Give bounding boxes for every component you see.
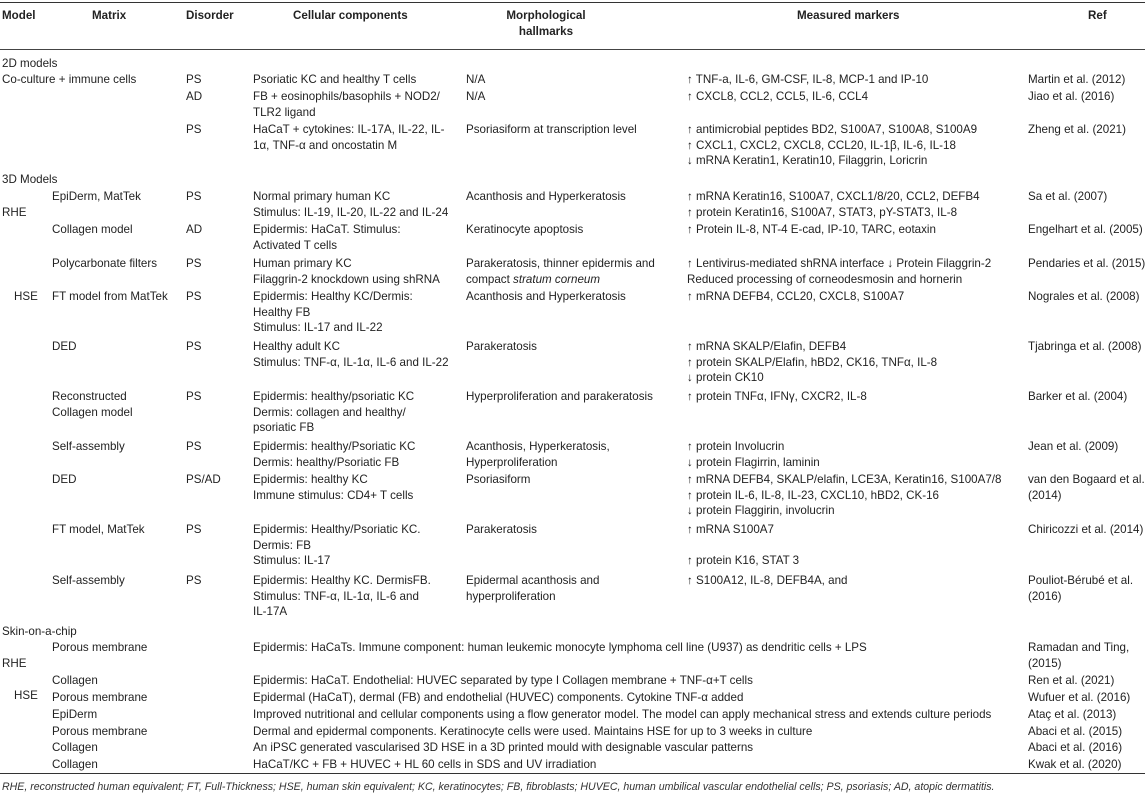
row3d-matrix	[52, 289, 168, 305]
soc-matrix-line: Porous membrane	[52, 641, 148, 654]
row3d-ref	[1028, 573, 1133, 604]
row3d-disorder-line: PS/AD	[186, 473, 221, 486]
soc-ref-line: Ren et al. (2021)	[1028, 674, 1115, 687]
header-morph-line1: Morphological	[506, 9, 586, 22]
row3d-cellular-line: IL-17A	[253, 605, 288, 618]
row3d-morphology-line: Parakeratosis	[466, 523, 537, 536]
row2d-cellular-line: FB + eosinophils/basophils + NOD2/	[253, 90, 440, 103]
soc-ref-line: Abaci et al. (2016)	[1028, 741, 1123, 754]
soc-matrix	[52, 707, 97, 723]
row3d-cellular-line: Epidermis: healthy/Psoriatic KC	[253, 440, 416, 453]
row3d-matrix-line: Self-assembly	[52, 574, 125, 587]
soc-description	[253, 707, 991, 723]
row3d-cellular-line: Healthy adult KC	[253, 340, 340, 353]
row3d-morphology	[466, 256, 655, 287]
row3d-measured	[687, 522, 799, 569]
row3d-measured-line: ↑ Lentivirus-mediated shRNA interface ↓ Protein Filaggrin-2	[687, 257, 992, 270]
soc-description-line: Epidermis: HaCaTs. Immune component: human leukemic monocyte lymphoma cell line (U937) as dendritic cells + LPS	[253, 641, 867, 654]
row2d-morphology	[466, 89, 485, 105]
section-2d-models: 2D models	[2, 57, 58, 70]
row3d-disorder-line: PS	[186, 257, 202, 270]
row3d-disorder	[186, 472, 221, 488]
row3d-disorder	[186, 222, 202, 238]
row3d-disorder	[186, 256, 201, 272]
soc-matrix-line: Collagen	[52, 741, 98, 754]
row3d-cellular	[253, 439, 415, 470]
row2d-measured	[687, 72, 928, 88]
row3d-disorder-line: PS	[186, 440, 202, 453]
row3d-cellular-line: Stimulus: IL-17 and IL-22	[253, 321, 383, 334]
row3d-morphology	[466, 439, 610, 470]
row3d-measured-line: ↑ mRNA Keratin16, S100A7, CXCL1/8/20, CCL2, DEFB4	[687, 190, 980, 203]
row3d-ref-line: Chiricozzi et al. (2014)	[1028, 523, 1144, 536]
row3d-ref	[1028, 289, 1140, 305]
row3d-morphology-line: Parakeratosis, thinner epidermis and	[466, 257, 655, 270]
soc-matrix	[52, 673, 98, 689]
row3d-morphology-line: Acanthosis and Hyperkeratosis	[466, 190, 626, 203]
row2d-disorder-line: AD	[186, 90, 203, 103]
row2d-disorder-line: PS	[186, 73, 202, 86]
row3d-matrix	[52, 522, 145, 538]
row2d-ref	[1028, 122, 1126, 138]
row2d-cellular	[253, 122, 445, 153]
row3d-cellular-line: Epidermis: Healthy KC/Dermis:	[253, 290, 413, 303]
row3d-matrix-line: FT model, MatTek	[52, 523, 145, 536]
footnote: RHE, reconstructed human equivalent; FT, Full-Thickness; HSE, human skin equivalent; KC, keratinocytes; FB, fibroblasts; HUVEC, human umbilical vascular endothelial cells; PS, psoriasis; AD, atopic dermatitis.	[2, 781, 995, 793]
row3d-cellular-line: Dermis: FB	[253, 538, 311, 552]
soc-matrix	[52, 640, 147, 656]
row3d-measured	[687, 472, 1001, 519]
row3d-disorder-line: PS	[186, 290, 202, 303]
row3d-measured-line: ↑ protein Involucrin	[687, 440, 785, 453]
row3d-matrix	[52, 472, 76, 488]
row3d-morphology-line: Acanthosis and Hyperkeratosis	[466, 290, 626, 303]
row3d-cellular-line: Epidermis: healthy/psoriatic KC	[253, 390, 415, 403]
row2d-ref-line: Jiao et al. (2016)	[1028, 90, 1115, 103]
soc-matrix	[52, 724, 147, 740]
row2d-matrix	[2, 72, 136, 88]
row3d-ref-line: Engelhart et al. (2005)	[1028, 223, 1143, 236]
row3d-measured-line: ↑ Protein IL-8, NT-4 E-cad, IP-10, TARC, eotaxin	[687, 223, 936, 236]
row3d-cellular-line: Epidermis: Healthy/Psoriatic KC.	[253, 523, 421, 536]
soc-matrix-line: Collagen	[52, 674, 98, 687]
row3d-cellular-line: Filaggrin-2 knockdown using shRNA	[253, 272, 440, 286]
row2d-matrix-line: Co-culture + immune cells	[2, 73, 137, 86]
row3d-ref-line: Jean et al. (2009)	[1028, 440, 1119, 453]
row3d-disorder-line: PS	[186, 390, 202, 403]
row3d-measured-line: ↑ protein IL-6, IL-8, IL-23, CXCL10, hBD2, CK-16	[687, 488, 939, 502]
soc-matrix-line: EpiDerm	[52, 708, 98, 721]
row3d-cellular	[253, 573, 431, 620]
row3d-measured-line: ↓ protein Flagirrin, laminin	[687, 455, 820, 469]
row3d-matrix	[52, 256, 157, 272]
row3d-measured-line: ↑ protein SKALP/Elafin, hBD2, CK16, TNFα, IL-8	[687, 355, 938, 369]
top-rule	[0, 2, 1145, 3]
row3d-morphology-line: Psoriasiform	[466, 473, 531, 486]
soc-description	[253, 740, 753, 756]
section-3d-models: 3D Models	[2, 173, 58, 186]
soc-description	[253, 673, 753, 689]
row3d-measured	[687, 339, 937, 386]
row3d-matrix	[52, 439, 125, 455]
soc-description-line: Epidermal (HaCaT), dermal (FB) and endothelial (HUVEC) components. Cytokine TNF-α added	[253, 691, 744, 704]
header-measured: Measured markers	[797, 9, 900, 22]
row3d-measured-line: ↓ protein Flaggirin, involucrin	[687, 504, 835, 517]
soc-ref-line: Ataç et al. (2013)	[1028, 708, 1117, 721]
header-model: Model	[2, 9, 36, 22]
model-label-rhe: RHE	[2, 206, 27, 219]
row3d-cellular	[253, 289, 413, 336]
header-matrix: Matrix	[92, 9, 127, 22]
row2d-ref	[1028, 89, 1114, 105]
row3d-morphology-line: Epidermal acanthosis and	[466, 574, 600, 587]
soc-matrix-line: Porous membrane	[52, 691, 148, 704]
row3d-matrix-line: EpiDerm, MatTek	[52, 190, 141, 203]
row3d-matrix	[52, 573, 125, 589]
row3d-cellular-line: Immune stimulus: CD4+ T cells	[253, 488, 414, 502]
row3d-morphology	[466, 189, 626, 205]
row3d-morphology-line: Keratinocyte apoptosis	[466, 223, 584, 236]
row3d-cellular-line: Activated T cells	[253, 238, 337, 252]
row3d-morphology	[466, 472, 530, 488]
row3d-measured	[687, 256, 991, 287]
soc-description-line: HaCaT/KC + FB + HUVEC + HL 60 cells in SDS and UV irradiation	[253, 758, 597, 771]
row3d-cellular	[253, 389, 414, 436]
row3d-matrix-line: Collagen model	[52, 223, 133, 236]
soc-description-line: Improved nutritional and cellular components using a flow generator model. The model can apply mechanical stress and extends culture periods	[253, 708, 992, 721]
row3d-measured-line: ↑ mRNA SKALP/Elafin, DEFB4	[687, 340, 847, 353]
row3d-measured	[687, 389, 867, 405]
soc-matrix-line: Porous membrane	[52, 725, 148, 738]
row3d-morphology-line: Acanthosis, Hyperkeratosis,	[466, 440, 610, 453]
soc-ref-line: (2015)	[1028, 656, 1062, 670]
row2d-cellular-line: 1α, TNF-α and oncostatin M	[253, 138, 398, 152]
soc-description-line: Epidermis: HaCaT. Endothelial: HUVEC separated by type I Collagen membrane + TNF-α+T cells	[253, 674, 753, 687]
row3d-ref-line: Sa et al. (2007)	[1028, 190, 1108, 203]
row3d-cellular	[253, 256, 440, 287]
row3d-ref-line: Pendaries et al. (2015)	[1028, 257, 1145, 270]
soc-description	[253, 724, 812, 740]
row2d-measured	[687, 89, 868, 105]
header-morph-line2: hallmarks	[518, 24, 574, 38]
row2d-cellular-line: Psoriatic KC and healthy T cells	[253, 73, 417, 86]
row3d-ref	[1028, 389, 1127, 405]
row2d-measured-line: ↑ TNF-a, IL-6, GM-CSF, IL-8, MCP-1 and IP-10	[687, 73, 929, 86]
row3d-morphology-line: Parakeratosis	[466, 340, 537, 353]
row3d-disorder	[186, 389, 201, 405]
row3d-cellular-line: Stimulus: TNF-α, IL-1α, IL-6 and IL-22	[253, 355, 449, 369]
row3d-ref	[1028, 222, 1143, 238]
row3d-measured-line: ↑ mRNA S100A7	[687, 523, 774, 536]
row3d-disorder-line: AD	[186, 223, 203, 236]
row2d-cellular-line: HaCaT + cytokines: IL-17A, IL-22, IL-	[253, 123, 445, 136]
model-label-rhe-soc: RHE	[2, 657, 27, 670]
row3d-ref-line: Nograles et al. (2008)	[1028, 290, 1140, 303]
section-skin-on-a-chip: Skin-on-a-chip	[2, 625, 77, 638]
row3d-matrix-line: FT model from MatTek	[52, 290, 168, 303]
row3d-ref-line: Barker et al. (2004)	[1028, 390, 1128, 403]
row3d-disorder	[186, 289, 201, 305]
soc-ref-line: Ramadan and Ting,	[1028, 641, 1130, 654]
soc-ref-line: Wufuer et al. (2016)	[1028, 691, 1131, 704]
soc-ref	[1028, 673, 1114, 689]
row2d-measured	[687, 122, 977, 169]
row3d-matrix-line: Reconstructed	[52, 390, 127, 403]
row3d-measured-line	[687, 538, 799, 554]
row3d-matrix-line: DED	[52, 340, 77, 353]
model-label-hse-soc: HSE	[14, 689, 38, 702]
row2d-cellular	[253, 72, 416, 88]
row3d-disorder	[186, 339, 201, 355]
row2d-measured-line: ↑ CXCL1, CXCL2, CXCL8, CCL20, IL-1β, IL-6, IL-18	[687, 138, 956, 152]
row3d-matrix-line: DED	[52, 473, 77, 486]
soc-description	[253, 757, 596, 773]
row3d-cellular	[253, 472, 413, 503]
row3d-measured	[687, 439, 820, 470]
row3d-morphology-line: Hyperproliferation	[466, 455, 558, 469]
soc-matrix	[52, 757, 98, 773]
row3d-morphology	[466, 339, 537, 355]
row3d-measured-line: ↑ mRNA DEFB4, SKALP/elafin, LCE3A, Keratin16, S100A7/8	[687, 473, 1002, 486]
row3d-cellular-line: Epidermis: healthy KC	[253, 473, 368, 486]
row2d-disorder	[186, 72, 201, 88]
soc-description	[253, 640, 867, 656]
row3d-ref	[1028, 472, 1145, 503]
row3d-disorder	[186, 439, 201, 455]
soc-ref	[1028, 690, 1130, 706]
soc-ref-line: Kwak et al. (2020)	[1028, 758, 1122, 771]
soc-description	[253, 690, 743, 706]
row3d-disorder-line: PS	[186, 190, 202, 203]
row2d-ref	[1028, 72, 1125, 88]
row3d-cellular-line: Stimulus: IL-19, IL-20, IL-22 and IL-24	[253, 205, 449, 219]
row3d-disorder	[186, 522, 201, 538]
row3d-cellular-line: Stimulus: IL-17	[253, 554, 331, 567]
row3d-morphology	[466, 289, 626, 305]
row3d-measured	[687, 189, 980, 220]
row3d-ref-line: van den Bogaard et al.	[1028, 473, 1145, 486]
row2d-cellular	[253, 89, 440, 120]
row3d-cellular	[253, 222, 401, 253]
row2d-morphology	[466, 72, 485, 88]
row3d-disorder-line: PS	[186, 523, 202, 536]
row2d-ref-line: Martin et al. (2012)	[1028, 73, 1126, 86]
soc-matrix	[52, 690, 147, 706]
row3d-cellular-line: Normal primary human KC	[253, 190, 391, 203]
row2d-disorder	[186, 89, 202, 105]
row2d-measured-line: ↓ mRNA Keratin1, Keratin10, Filaggrin, Loricrin	[687, 154, 928, 167]
row3d-matrix	[52, 389, 133, 420]
row3d-cellular-line: Human primary KC	[253, 257, 352, 270]
row2d-disorder-line: PS	[186, 123, 202, 136]
row3d-morphology	[466, 573, 599, 604]
row3d-cellular-line: Epidermis: HaCaT. Stimulus:	[253, 223, 401, 236]
row2d-measured-line: ↑ CXCL8, CCL2, CCL5, IL-6, CCL4	[687, 90, 869, 103]
row3d-ref-line: Pouliot-Bérubé et al.	[1028, 574, 1134, 587]
row3d-matrix-line: Collagen model	[52, 405, 133, 419]
row3d-matrix	[52, 339, 76, 355]
row3d-measured-line: ↑ protein Keratin16, S100A7, STAT3, pY-STAT3, IL-8	[687, 205, 958, 219]
soc-matrix	[52, 740, 98, 756]
row3d-cellular	[253, 189, 448, 220]
soc-description-line: An iPSC generated vascularised 3D HSE in a 3D printed mould with designable vascular patterns	[253, 741, 754, 754]
row3d-matrix-line: Self-assembly	[52, 440, 125, 453]
soc-ref	[1028, 757, 1121, 773]
row3d-ref-line: Tjabringa et al. (2008)	[1028, 340, 1142, 353]
header-disorder: Disorder	[186, 9, 234, 22]
row3d-morphology-line: Hyperproliferation and parakeratosis	[466, 390, 653, 403]
row2d-morphology-line: Psoriasiform at transcription level	[466, 123, 637, 136]
row3d-measured	[687, 573, 847, 589]
row3d-cellular-line: Dermis: healthy/Psoriatic FB	[253, 455, 400, 469]
row3d-disorder-line: PS	[186, 340, 202, 353]
row3d-measured-line: ↑ protein TNFα, IFNγ, CXCR2, IL-8	[687, 390, 867, 403]
soc-matrix-line: Collagen	[52, 758, 98, 771]
row3d-measured-line: Reduced processing of corneodesmosin and hornerin	[687, 272, 963, 286]
row3d-morphology-line: hyperproliferation	[466, 589, 556, 603]
row2d-cellular-line: TLR2 ligand	[253, 105, 316, 119]
row3d-ref-line: (2016)	[1028, 589, 1062, 603]
row3d-morphology	[466, 389, 653, 405]
row3d-disorder	[186, 573, 201, 589]
soc-description-line: Dermal and epidermal components. Keratinocyte cells were used. Maintains HSE for up to 3 weeks in culture	[253, 725, 813, 738]
header-morphological	[486, 8, 606, 39]
row2d-measured-line: ↑ antimicrobial peptides BD2, S100A7, S100A8, S100A9	[687, 123, 978, 136]
row3d-ref	[1028, 189, 1107, 205]
row3d-measured	[687, 289, 904, 305]
row3d-cellular	[253, 339, 449, 370]
header-ref: Ref	[1088, 9, 1107, 22]
row3d-morphology	[466, 222, 583, 238]
soc-ref	[1028, 640, 1129, 671]
soc-ref	[1028, 740, 1122, 756]
row3d-cellular-line: psoriatic FB	[253, 421, 315, 434]
row3d-measured-line: ↓ protein CK10	[687, 371, 764, 384]
row3d-cellular-line: Dermis: collagen and healthy/	[253, 405, 406, 419]
row2d-morphology-line: N/A	[466, 73, 486, 86]
row3d-measured	[687, 222, 936, 238]
soc-ref	[1028, 724, 1122, 740]
row3d-measured-line: ↑ mRNA DEFB4, CCL20, CXCL8, S100A7	[687, 290, 905, 303]
row3d-morphology-line: compact stratum corneum	[466, 272, 601, 286]
row3d-matrix-line: Polycarbonate filters	[52, 257, 158, 270]
row3d-ref	[1028, 256, 1145, 272]
row2d-ref-line: Zheng et al. (2021)	[1028, 123, 1126, 136]
model-label-hse: HSE	[14, 290, 38, 303]
row2d-morphology-line: N/A	[466, 90, 486, 103]
row3d-measured-line: ↑ protein K16, STAT 3	[687, 554, 800, 567]
row3d-disorder	[186, 189, 201, 205]
row3d-cellular-line: Stimulus: TNF-α, IL-1α, IL-6 and	[253, 589, 419, 603]
soc-ref	[1028, 707, 1116, 723]
row3d-cellular-line: Epidermis: Healthy KC. DermisFB.	[253, 574, 431, 587]
row3d-cellular-line: Healthy FB	[253, 305, 311, 319]
row3d-ref	[1028, 339, 1141, 355]
soc-ref-line: Abaci et al. (2015)	[1028, 725, 1123, 738]
row3d-ref	[1028, 439, 1118, 455]
row3d-matrix	[52, 189, 141, 205]
row3d-morphology	[466, 522, 537, 538]
row2d-morphology	[466, 122, 637, 138]
row3d-matrix	[52, 222, 133, 238]
row3d-ref	[1028, 522, 1143, 538]
row2d-disorder	[186, 122, 201, 138]
row3d-ref-line: (2014)	[1028, 488, 1062, 502]
bottom-rule	[0, 773, 1145, 774]
row3d-disorder-line: PS	[186, 574, 202, 587]
row3d-cellular	[253, 522, 421, 569]
header-cellular: Cellular components	[293, 9, 408, 22]
header-rule	[0, 49, 1145, 50]
row3d-measured-line: ↑ S100A12, IL-8, DEFB4A, and	[687, 574, 848, 587]
